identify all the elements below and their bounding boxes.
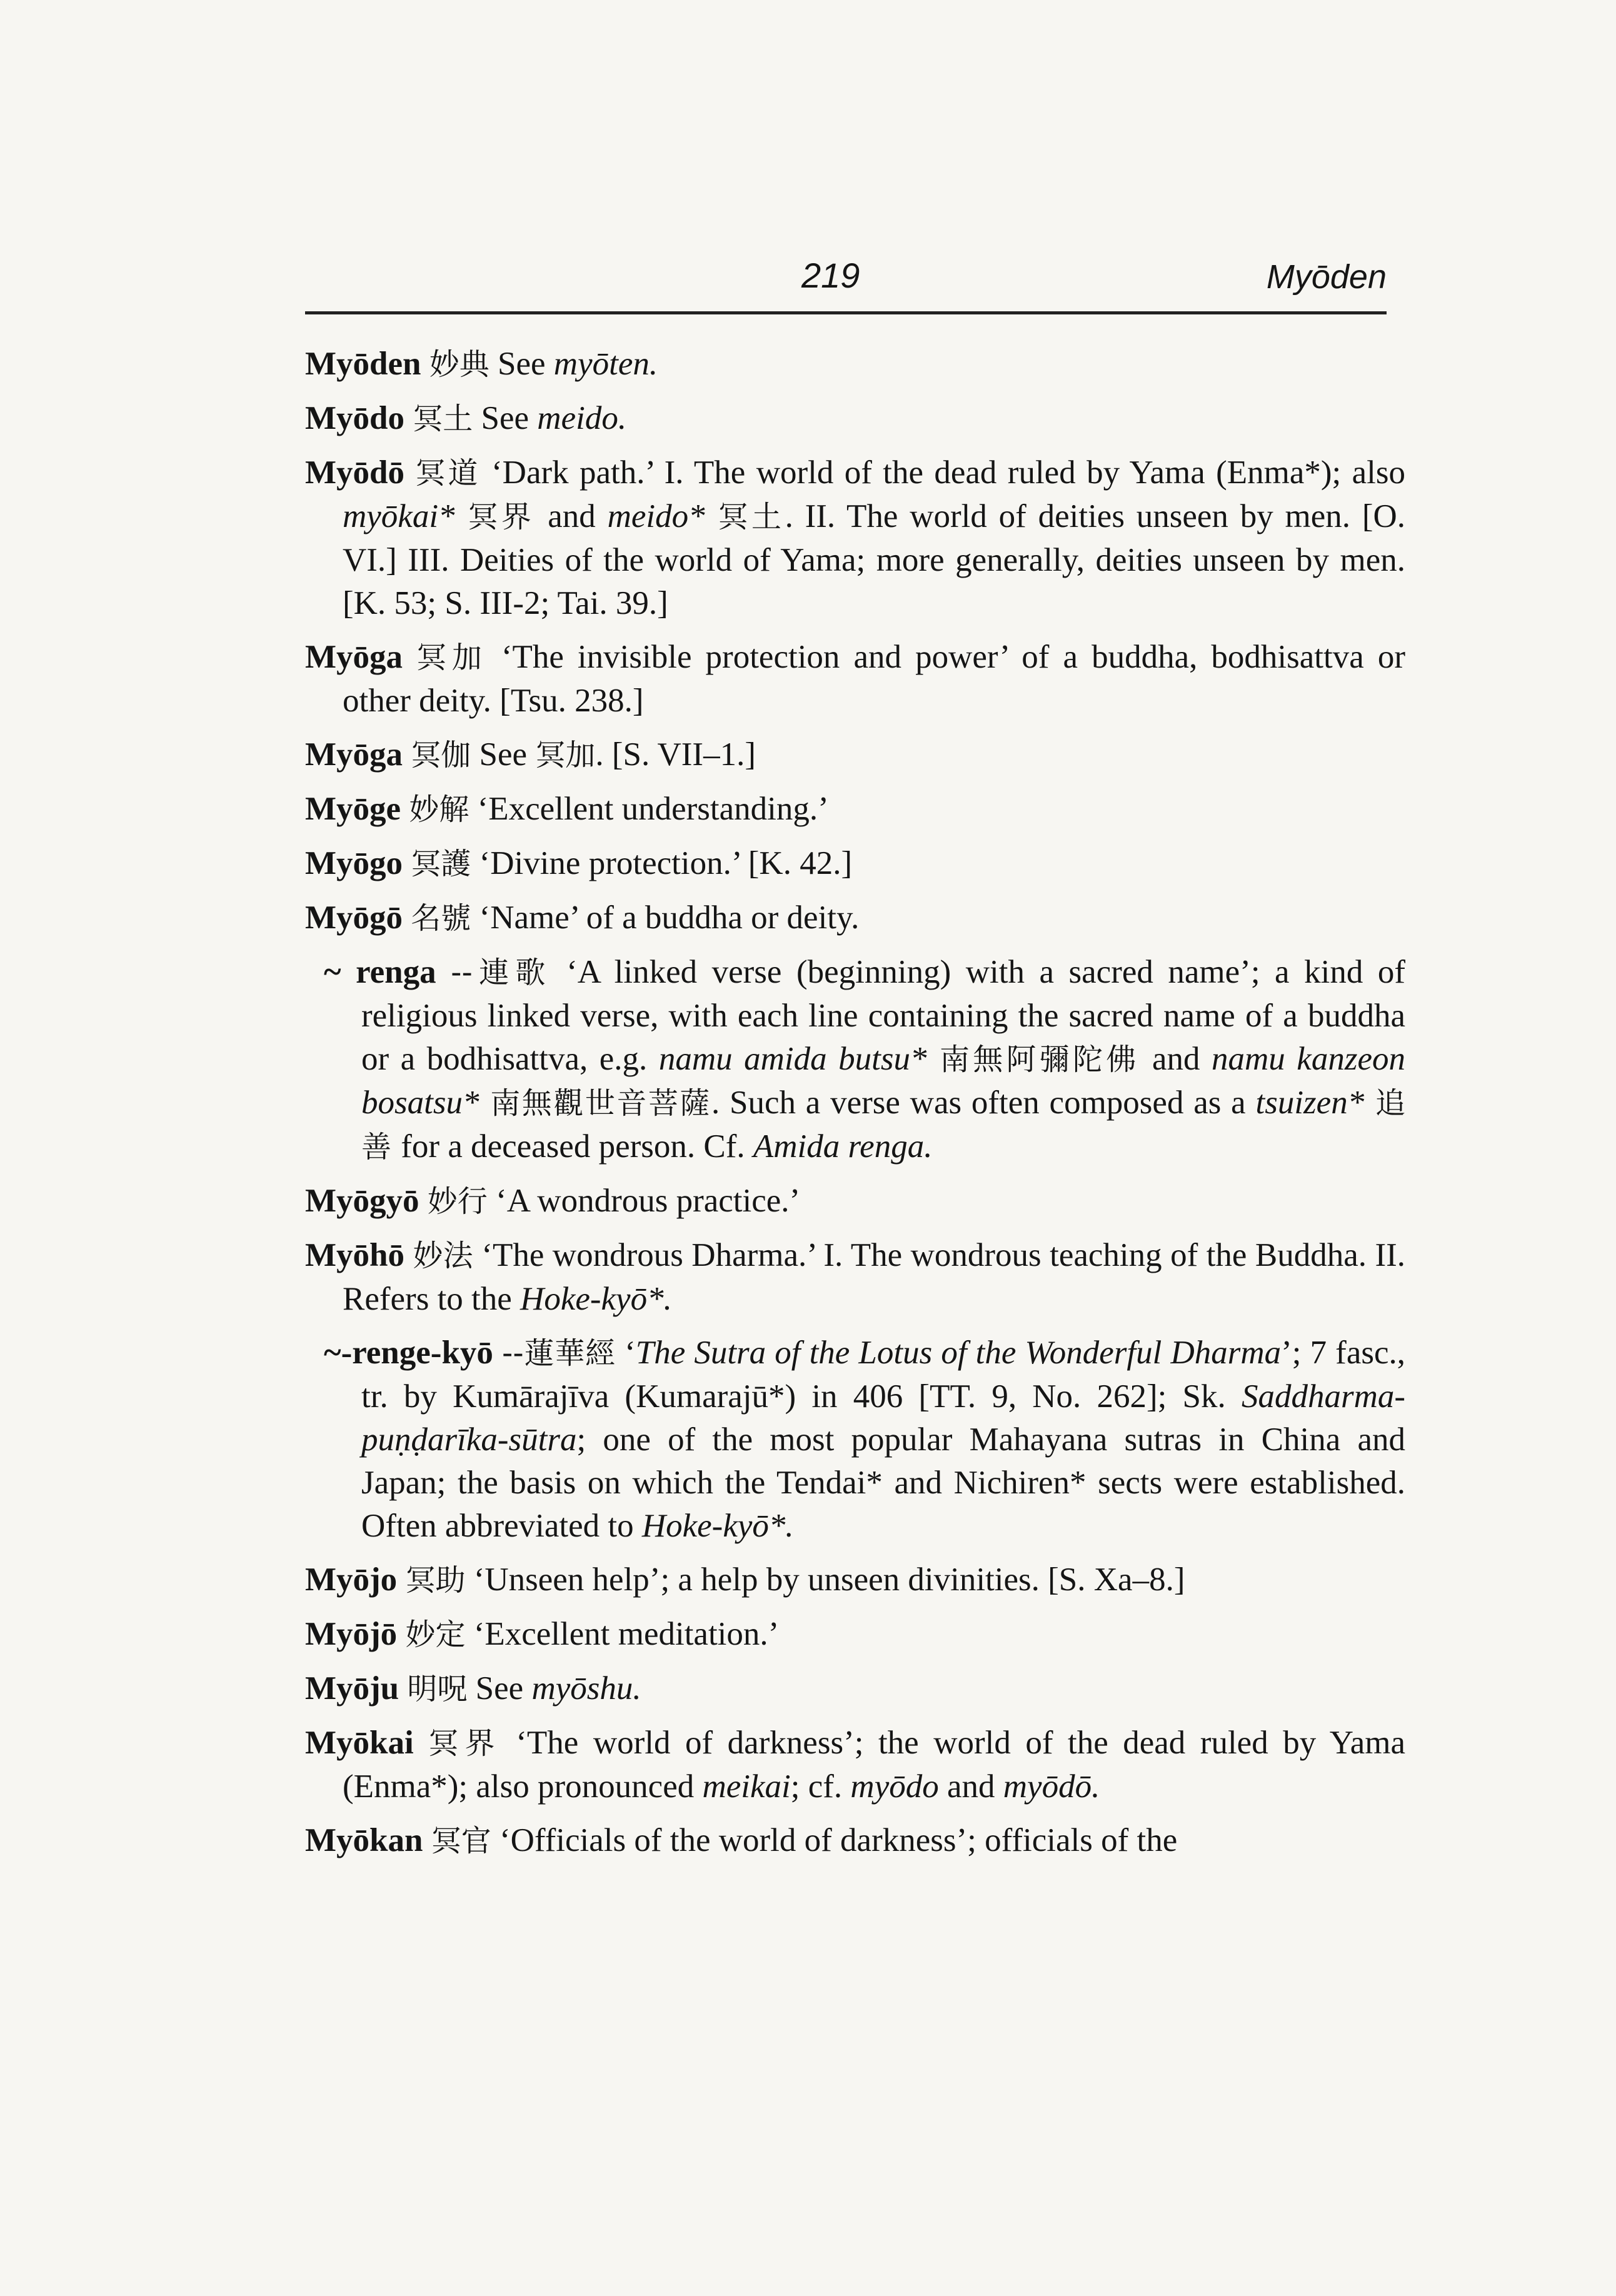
entry-kanji: 明呪 (407, 1672, 468, 1707)
entry-headword: Myōden (305, 346, 421, 382)
entry-headword: Myōjo (305, 1562, 398, 1598)
entry-kanji: 冥官 (431, 1823, 491, 1858)
italic-term: myōten. (553, 346, 658, 382)
definition-text: See (489, 346, 554, 382)
dictionary-entry (305, 1180, 1405, 1223)
definition-text: ‘Unseen help’; a help by unseen divinities. [S. Xa–8.] (465, 1562, 1185, 1598)
definition-text: ‘Dark path.’ I. The world of the dead ruled by Yama (Enma*); also (480, 454, 1406, 491)
italic-term: myōshu. (531, 1670, 641, 1707)
dictionary-entry (305, 733, 1405, 777)
italic-term: Hoke-kyō*. (520, 1281, 672, 1317)
entry-headword: -renge-kyō (341, 1335, 493, 1371)
entry-kanji: 冥界 (428, 1726, 501, 1761)
entry-kanji: 冥助 (405, 1563, 466, 1598)
inline-kanji: 南無觀世音菩薩 (479, 1086, 711, 1121)
entry-kanji: 妙行 (427, 1184, 488, 1219)
entry-headword: Myōga (305, 639, 403, 675)
definition-text: ‘Excellent understanding.’ (469, 791, 829, 827)
definition-text: ‘Excellent meditation.’ (465, 1616, 780, 1652)
dictionary-entry (305, 397, 1405, 441)
dictionary-entry (305, 1722, 1405, 1808)
dictionary-entry (305, 1558, 1405, 1602)
definition-text: See (471, 736, 536, 773)
italic-term: Saddharma-puṇḍarīka-sūtra (361, 1378, 1405, 1458)
entry-headword: Myōju (305, 1670, 399, 1707)
definition-text: ‘The world of darkness’; the world of the dead ruled by Yama (Enma*); also pronounced (343, 1725, 1405, 1805)
dictionary-entry (305, 451, 1405, 625)
entry-headword: renga (356, 954, 436, 990)
definition-text: for a deceased person. Cf. (401, 1128, 753, 1165)
definition-text: ‘The wondrous Dharma.’ I. The wondrous teaching of the Buddha. II. Refers to the (343, 1237, 1406, 1317)
italic-term: myōkai* (343, 498, 455, 534)
definition-text: ‘A linked verse (beginning) with a sacred name’; a kind of religious linked verse, with each line containing the sacred name of a buddha or a bodhisattva, e.g. (361, 954, 1405, 1077)
dictionary-entry (305, 343, 1405, 386)
definition-text: ’; 7 fasc., tr. by Kumārajīva (Kumarajū*) in 406 [TT. 9, No. 262]; Sk. (361, 1335, 1405, 1415)
dictionary-entry (305, 1667, 1405, 1711)
page-header (305, 255, 1387, 314)
definition-text: ‘A wondrous practice.’ (487, 1183, 801, 1219)
entry-headword: Myōgo (305, 845, 403, 881)
italic-term: myōdo (850, 1768, 939, 1805)
entry-kanji: 冥加 (416, 640, 488, 675)
inline-kanji: 南無阿彌陀佛 (926, 1042, 1152, 1077)
dictionary-entry (305, 788, 1405, 831)
entry-kanji: 冥道 (415, 456, 481, 491)
inline-kanji: 冥土 (705, 499, 785, 534)
inline-kanji: 追善 (361, 1086, 1405, 1165)
entry-headword: Myōga (305, 736, 403, 773)
definition-text: and (1152, 1041, 1212, 1077)
italic-term: namu kanzeon bosatsu* (361, 1041, 1405, 1121)
italic-term: namu amida butsu* (658, 1041, 927, 1077)
dictionary-entry (305, 1613, 1405, 1657)
definition-text: ; one of the most popular Mahayana sutras in China and Japan; the basis on which the Tendai* and Nichiren* sects were established. Often abbreviated to (361, 1421, 1405, 1544)
dictionary-entry (305, 1819, 1405, 1863)
entry-headword: Myōjō (305, 1616, 398, 1652)
entry-kanji: 冥伽 (411, 738, 471, 773)
tilde-mark: ~ (324, 1335, 341, 1371)
definition-text: ‘Divine protection.’ [K. 42.] (471, 845, 853, 881)
definition-text: and (938, 1768, 1003, 1805)
definition-text: ; cf. (790, 1768, 851, 1805)
definition-text: ‘The invisible protection and power’ of a buddha, bodhisattva or other deity. [Tsu. 238.] (343, 639, 1405, 719)
page-number: 219 (801, 256, 860, 295)
entry-kanji: 冥土 (413, 401, 473, 436)
running-head: Myōden (1266, 258, 1387, 296)
entry-headword: Myōkan (305, 1822, 423, 1858)
italic-term: tsuizen* (1255, 1085, 1365, 1121)
definition-text: . II. The world of deities unseen by men. [O. VI.] III. Deities of the world of Yama; more generally, deities unseen by men. [K. 53; S. III-2; Tai. 39.] (343, 498, 1405, 621)
entry-kanji: 名號 (411, 901, 471, 936)
italic-term: meido* (607, 498, 705, 534)
italic-term: Amida renga. (753, 1128, 933, 1165)
entry-list (305, 343, 1405, 1873)
dictionary-entry (324, 951, 1405, 1169)
italic-term: myōdō. (1003, 1768, 1100, 1805)
italic-term: The Sutra of the Lotus of the Wonderful Dharma (635, 1335, 1282, 1371)
dictionary-entry (305, 896, 1405, 940)
dictionary-entry (324, 1331, 1405, 1548)
entry-headword: Myōge (305, 791, 401, 827)
entry-kanji: 妙解 (409, 792, 469, 827)
definition-text: and (548, 498, 608, 534)
inline-kanji: 冥界 (454, 499, 548, 534)
definition-text: . Such a verse was often composed as a (711, 1085, 1256, 1121)
dictionary-entry (305, 842, 1405, 886)
entry-headword: Myōhō (305, 1237, 404, 1273)
entry-headword: Myōgō (305, 900, 403, 936)
italic-term: Hoke-kyō*. (641, 1508, 794, 1544)
entry-kanji: 冥護 (411, 846, 471, 881)
entry-kanji: --蓮華經 (502, 1336, 616, 1371)
definition-text: See (473, 400, 538, 436)
entry-headword: Myōdō (305, 454, 404, 491)
entry-headword: Myōgyō (305, 1183, 419, 1219)
dictionary-entry (305, 1234, 1405, 1321)
definition-text: . [S. VII–1.] (595, 736, 756, 773)
tilde-mark: ~ (324, 954, 356, 990)
italic-term: meikai (702, 1768, 791, 1805)
entry-kanji: --連歌 (451, 955, 552, 990)
entry-headword: Myōkai (305, 1725, 414, 1761)
inline-kanji: 冥加 (535, 738, 596, 773)
entry-kanji: 妙定 (405, 1617, 466, 1652)
dictionary-entry (305, 636, 1405, 723)
definition-text: See (467, 1670, 532, 1707)
definition-text: ‘ (616, 1335, 636, 1371)
entry-headword: Myōdo (305, 400, 404, 436)
entry-kanji: 妙法 (413, 1238, 473, 1273)
definition-text: ‘Officials of the world of darkness’; officials of the (491, 1822, 1178, 1858)
italic-term: meido. (537, 400, 627, 436)
entry-kanji: 妙典 (429, 347, 489, 382)
definition-text: ‘Name’ of a buddha or deity. (471, 900, 860, 936)
